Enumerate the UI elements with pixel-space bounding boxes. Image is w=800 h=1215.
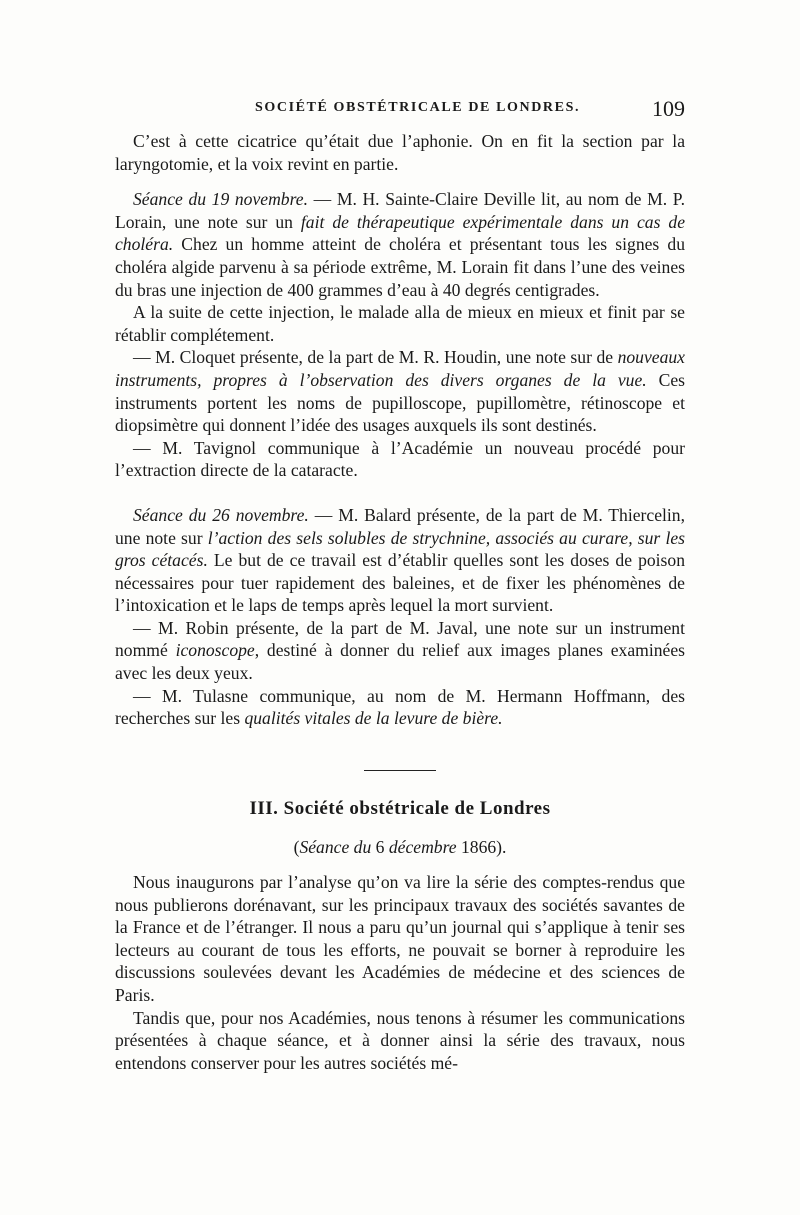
paragraph xyxy=(115,685,685,730)
paragraph-text: — M. Cloquet présente, de la part de M. R. Houdin, une note sur de xyxy=(133,347,618,368)
paragraph: — M. Tavignol communique à l’Académie un nouveau procédé pour l’extraction directe de la cataracte. xyxy=(115,437,685,481)
note-title: nouveaux instruments, propres à l’observation des divers organes de la vue. xyxy=(115,347,685,390)
session-date: Séance du 19 novembre. xyxy=(133,189,308,210)
running-title: SOCIÉTÉ OBSTÉTRICALE DE LONDRES. xyxy=(255,100,581,115)
paragraph-text: , destiné à donner du relief aux images planes examinées avec les deux yeux. xyxy=(115,640,685,684)
paragraph-text: — M. Tulasne communique, au nom de M. Hermann Hoffmann, des recherches sur les xyxy=(115,685,685,729)
paragraph: C’est à cette cicatrice qu’était due l’aphonie. On en fit la section par la laryngotomie, et la voix revint en partie. xyxy=(115,131,685,174)
paragraph: A la suite de cette injection, le malade alla de mieux en mieux et finit par se rétablir complétement. xyxy=(115,302,685,345)
paragraph-text: — M. Balard présente, de la part de M. Thiercelin, une note sur xyxy=(115,504,685,548)
paragraph-text: Chez un homme atteint de choléra et présentant tous les signes du choléra algide parvenu à sa période extrême, M. Lorain fit dans l’une des veines du bras une injection de 400 grammes d’eau à 40 degrés centigrades. xyxy=(115,234,685,300)
paragraph-text: Ces instruments portent les noms de pupilloscope, pupillomètre, rétinoscope et diopsimètre qui donnent l’idée des usages auxquels ils sont destinés. xyxy=(115,369,685,436)
session-label: Séance du xyxy=(299,837,372,858)
paragraph xyxy=(115,504,685,617)
page-body xyxy=(115,130,685,1074)
note-title: qualités vitales de la levure de bière. xyxy=(244,708,503,729)
paragraph: Nous inaugurons par l’analyse qu’on va lire la série des comptes-rendus que nous publierons dorénavant, sur les principaux travaux des sociétés savantes de la France et de l’étranger. Il nous a paru qu’un journal qui s’applique à tenir ses lecteurs au courant de tous les efforts, ne pouvait se borner à reproduire les discussions soulevées devant les Académies de médecine et des sciences de Paris. xyxy=(115,872,685,1005)
session-date: Séance du 26 novembre. xyxy=(133,504,309,525)
session-line xyxy=(115,836,685,859)
section-title: III. Société obstétricale de Londres xyxy=(249,797,551,819)
session-paren: ( xyxy=(293,837,300,858)
session-month: décembre xyxy=(388,837,457,858)
paragraph xyxy=(115,617,685,685)
section-separator xyxy=(364,770,436,771)
paragraph: Tandis que, pour nos Académies, nous tenons à résumer les communications présentées à chaque séance, et à donner ainsi la série des travaux, nous entendons conserver pour les autres sociétés mé- xyxy=(115,1007,685,1073)
paragraph-text: — M. Robin présente, de la part de M. Javal, une note sur un instrument nommé xyxy=(115,617,685,661)
session-day: 6 xyxy=(371,837,389,858)
page-number: 109 xyxy=(652,96,685,121)
page-header xyxy=(115,96,685,122)
paragraph xyxy=(115,188,685,301)
paragraph xyxy=(115,346,685,436)
session-year: 1866). xyxy=(456,837,507,858)
note-title: iconoscope xyxy=(175,640,255,661)
paragraph-text: Le but de ce travail est d’établir quelles sont les doses de poison nécessaires pour tuer rapidement des baleines, et de fixer les phénomènes de l’intoxication et le laps de temps après lequel la mort survient. xyxy=(115,550,685,616)
note-title: fait de thérapeutique expérimentale dans un cas de choléra. xyxy=(115,211,686,255)
paragraph-text: — M. H. Sainte-Claire Deville lit, au nom de M. P. Lorain, une note sur un xyxy=(115,189,685,232)
note-title: l’action des sels solubles de strychnine, associés au curare, sur les gros cétacés. xyxy=(115,527,685,571)
